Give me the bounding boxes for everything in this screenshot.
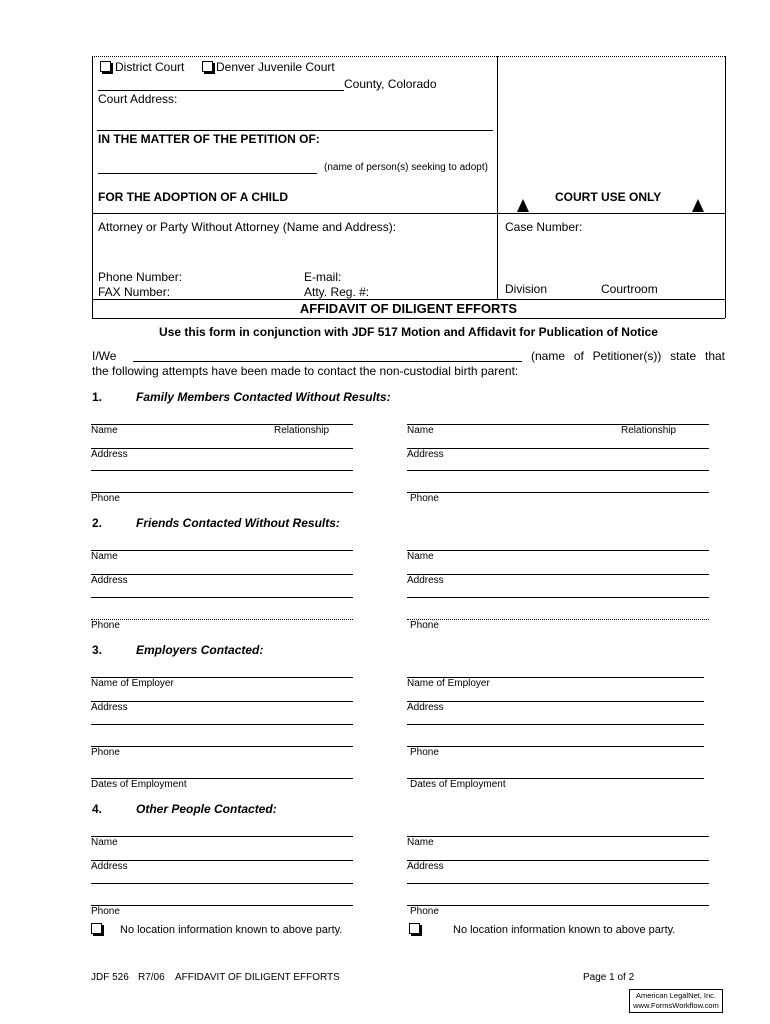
atty-reg-label: Atty. Reg. #: [304,285,370,299]
s3-left-address-label: Address [91,702,128,713]
courtroom-label: Courtroom [601,282,658,296]
right-no-location-checkbox[interactable] [409,923,420,934]
s1-left-name-label: Name [91,425,118,436]
s2-right-phone-field[interactable] [407,619,709,620]
s4-right-phone-field[interactable] [407,905,709,906]
s4-left-name-field[interactable] [91,836,353,837]
s1-right-name-label: Name [407,425,434,436]
district-court-checkbox[interactable] [100,61,111,72]
section-2-number: 2. [92,516,103,530]
footer-revision: R7/06 [138,972,165,983]
s3-right-address-label: Address [407,702,444,713]
s3-left-dates-label: Dates of Employment [91,779,187,790]
district-court-label: District Court [115,60,185,74]
s2-left-phone-label: Phone [91,620,120,631]
s2-left-address-label: Address [91,575,128,586]
section-2-title: Friends Contacted Without Results: [136,516,340,530]
s1-left-phone-label: Phone [91,493,120,504]
left-no-location-label: No location information known to above party. [120,924,343,936]
county-colorado-label: County, Colorado [344,77,437,91]
section-1-number: 1. [92,390,103,404]
publisher-line-1: American LegalNet, Inc. [635,991,717,1000]
s4-left-address-label: Address [91,861,128,872]
up-arrow-icon [692,199,704,212]
court-address-label: Court Address: [98,92,178,106]
s4-right-address-field[interactable] [407,860,709,861]
petitioner-field[interactable] [133,361,522,362]
s3-left-address-field[interactable] [91,701,353,702]
section-3-number: 3. [92,643,103,657]
section-4-title: Other People Contacted: [136,802,277,816]
in-the-matter-label: IN THE MATTER OF THE PETITION OF: [98,132,320,146]
caption-rule-title-bottom [92,318,725,319]
s3-right-address-field[interactable] [407,701,704,702]
s4-left-address-field[interactable] [91,860,353,861]
s4-right-name-label: Name [407,837,434,848]
s2-left-name-field[interactable] [91,550,353,551]
s4-right-address-field-2[interactable] [407,883,709,884]
footer-form-id: JDF 526 [91,972,129,983]
court-address-field[interactable] [97,130,493,131]
s2-left-phone-field[interactable] [91,619,353,620]
s4-right-phone-label: Phone [410,906,439,917]
division-label: Division [505,282,548,296]
s1-right-address-label: Address [407,449,444,460]
s2-right-address-field[interactable] [407,574,709,575]
s4-left-phone-field[interactable] [91,905,353,906]
s3-right-address-field-2[interactable] [407,724,704,725]
s4-left-address-field-2[interactable] [91,883,353,884]
caption-left-border [92,56,93,318]
publisher-logo [629,989,723,1013]
s3-left-employer-label: Name of Employer [91,678,174,689]
s3-left-phone-label: Phone [91,747,120,758]
section-1-title: Family Members Contacted Without Results: [136,390,391,404]
adoption-label: FOR THE ADOPTION OF A CHILD [98,190,288,204]
attorney-label: Attorney or Party Without Attorney (Name and Address): [98,220,397,234]
s1-right-phone-label: Phone [410,493,439,504]
up-arrow-icon [517,199,529,212]
s3-left-address-field-2[interactable] [91,724,353,725]
s2-right-address-field-2[interactable] [407,597,709,598]
right-no-location-label: No location information known to above party. [453,924,676,936]
s1-left-relationship-label: Relationship [274,425,330,436]
form-subtitle: Use this form in conjunction with JDF 517 Motion and Affidavit for Publication of Notice [159,325,658,339]
footer-form-name: AFFIDAVIT OF DILIGENT EFFORTS [175,972,340,983]
s2-right-name-field[interactable] [407,550,709,551]
s1-left-address-field-2[interactable] [91,470,353,471]
s3-left-phone-field[interactable] [91,746,353,747]
s1-left-phone-field[interactable] [91,492,353,493]
s2-left-address-field-2[interactable] [91,597,353,598]
caption-divider [497,56,498,299]
caption-rule-title-top [92,299,725,300]
section-4-number: 4. [92,802,103,816]
s3-right-phone-field[interactable] [407,746,704,747]
s4-right-name-field[interactable] [407,836,709,837]
footer-page-number: Page 1 of 2 [583,972,635,983]
iwe-label: I/We [92,349,117,363]
s2-left-address-field[interactable] [91,574,353,575]
s3-right-dates-label: Dates of Employment [410,779,506,790]
email-label: E-mail: [304,270,342,284]
s2-right-address-label: Address [407,575,444,586]
s4-left-name-label: Name [91,837,118,848]
court-use-only-label: COURT USE ONLY [555,190,662,204]
section-3-title: Employers Contacted: [136,643,264,657]
s1-right-address-field-2[interactable] [407,470,709,471]
s4-right-address-label: Address [407,861,444,872]
s4-left-phone-label: Phone [91,906,120,917]
petitioner-name-hint: (name of person(s) seeking to adopt) [324,162,488,173]
caption-right-border [725,56,726,318]
petitioner-hint: (name of Petitioner(s)) state that [531,349,725,363]
s1-right-phone-field[interactable] [407,492,709,493]
s1-left-address-field[interactable] [91,448,353,449]
s2-right-name-label: Name [407,551,434,562]
s3-right-employer-label: Name of Employer [407,678,490,689]
case-number-label: Case Number: [505,220,583,234]
fax-number-label: FAX Number: [98,285,171,299]
s2-right-phone-label: Phone [410,620,439,631]
caption-top-border [92,56,725,57]
s3-right-phone-label: Phone [410,747,439,758]
s2-left-name-label: Name [91,551,118,562]
intro-line-2: the following attempts have been made to contact the non-custodial birth parent: [92,364,519,378]
s1-right-address-field[interactable] [407,448,709,449]
caption-rule-attorney [92,213,725,214]
form-title: AFFIDAVIT OF DILIGENT EFFORTS [299,301,518,316]
s1-left-address-label: Address [91,449,128,460]
phone-number-label: Phone Number: [98,270,183,284]
denver-juvenile-court-label: Denver Juvenile Court [216,60,335,74]
petitioner-name-field[interactable] [98,173,317,174]
publisher-line-2: www.FormsWorkflow.com [633,1001,719,1010]
county-field[interactable] [98,90,344,91]
s1-right-relationship-label: Relationship [621,425,677,436]
left-no-location-checkbox[interactable] [91,923,102,934]
denver-juvenile-court-checkbox[interactable] [202,61,213,72]
